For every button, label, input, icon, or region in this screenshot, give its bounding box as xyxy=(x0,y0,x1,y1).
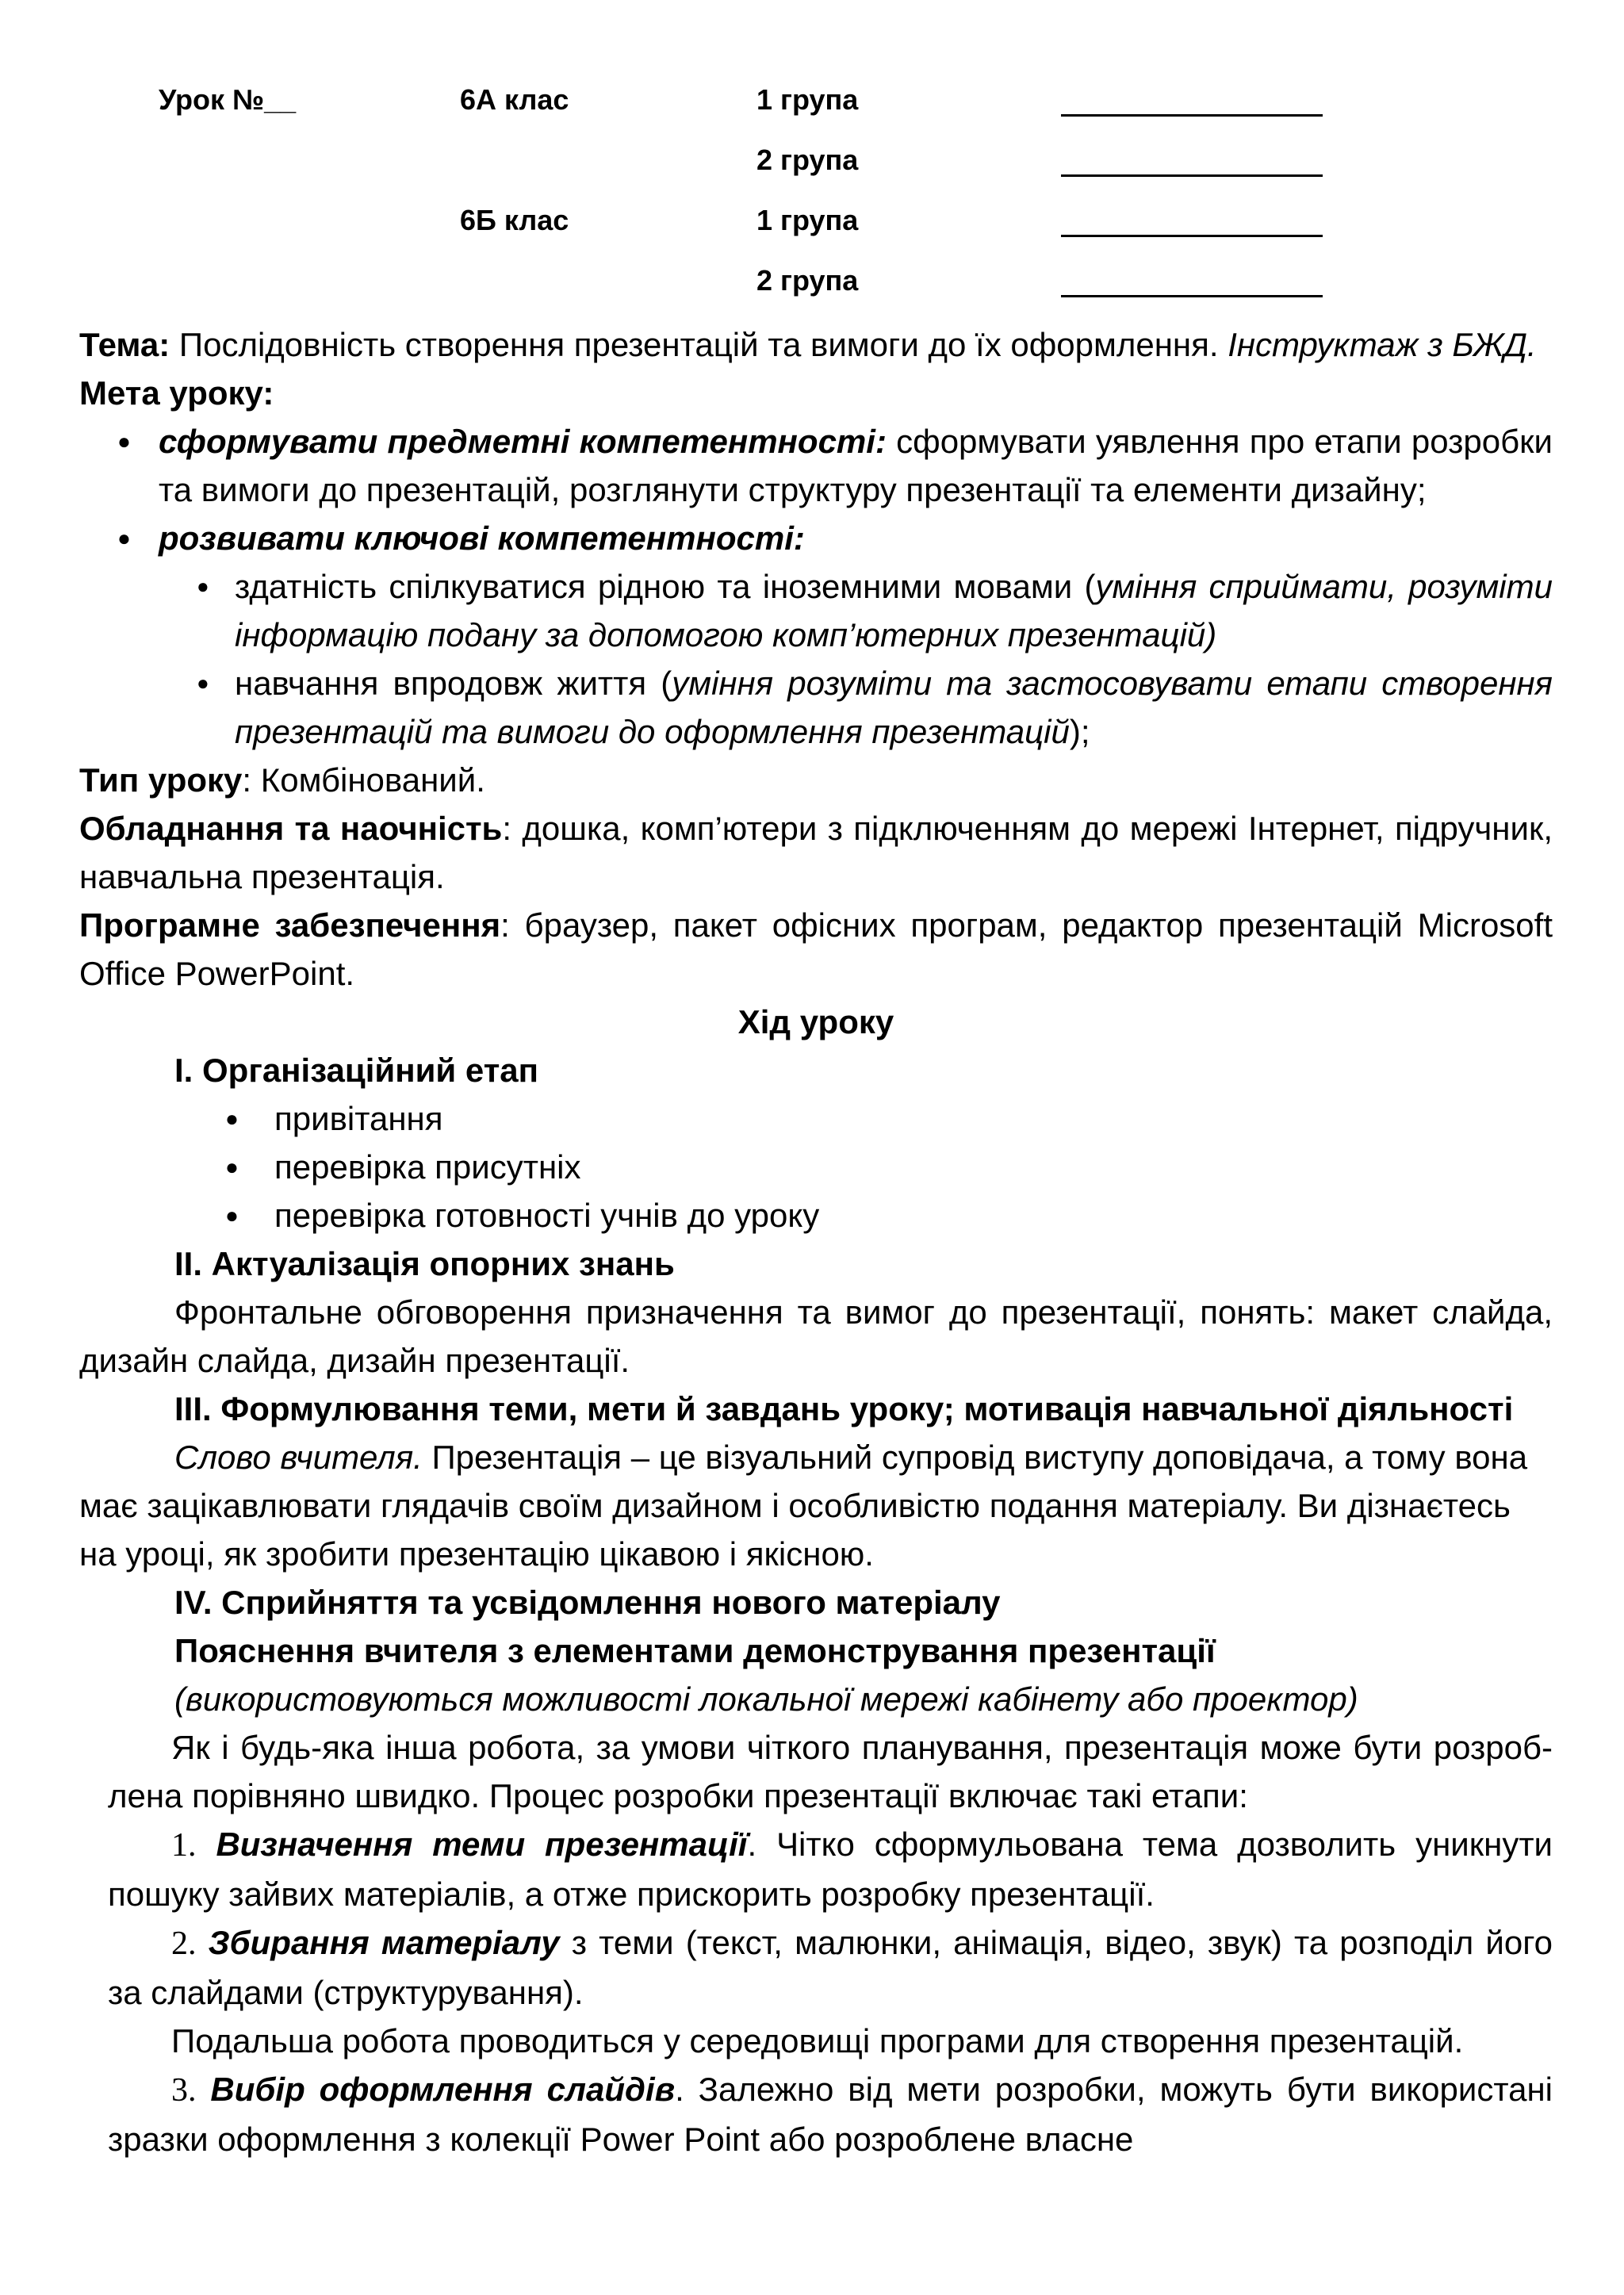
stage4-content xyxy=(79,1723,1553,2163)
goal-list xyxy=(79,417,1553,562)
blank-line xyxy=(1061,143,1323,177)
list-item: ● перевірка готовності учнів до уроку xyxy=(274,1191,1553,1239)
lesson-type-label: Тип уроку xyxy=(79,761,243,799)
list-item: ● привітання xyxy=(274,1094,1553,1143)
stage4-note: (використовуються можливості локальної мережі кабінету або проектор) xyxy=(174,1680,1358,1718)
stage4-intro: Як і будь-яка інша робота, за умови чіткого планування, презентація може бути розроб- лена порівняно швидко. Процес розробки презентації включає такі етапи: xyxy=(108,1729,1553,1814)
competence-list xyxy=(79,562,1553,756)
class-a-label: 6А клас xyxy=(460,83,569,116)
step3-number: 3. xyxy=(171,2072,197,2109)
competence2-text: навчання впродовж життя ( xyxy=(235,665,672,702)
class-a-group2: 2 група xyxy=(756,144,859,176)
list-item xyxy=(235,659,1553,756)
topic xyxy=(79,320,1553,369)
course-title: Хід уроку xyxy=(737,1003,894,1040)
list-item xyxy=(159,514,1553,562)
stage3-paragraph xyxy=(79,1433,1553,1578)
class-a-group1: 1 група xyxy=(756,83,859,116)
blank-line xyxy=(1061,82,1323,117)
stage4-title: IV. Сприйняття та усвідомлення нового матеріалу xyxy=(174,1584,1001,1621)
class-b-label: 6Б клас xyxy=(460,204,569,236)
goal-item1-bold: сформувати предметні компетентності: xyxy=(159,423,887,460)
goal-label: Мета уроку: xyxy=(79,374,274,412)
step1-text: . Чітко сформульована тема дозволить уникнути пошуку зайвих матеріалів, а отже прискорить розробку презентації. xyxy=(108,1826,1553,1913)
stage1-title: I. Організаційний етап xyxy=(174,1052,538,1089)
topic-instruction: Інструктаж з БЖД. xyxy=(1228,326,1537,363)
list-item xyxy=(159,417,1553,514)
step2-text: з теми (текст, малюнки, анімація, відео, звук) та розподіл його за слайдами (структурування). xyxy=(108,1924,1553,2011)
stage4-subtitle: Пояснення вчителя з елементами демонстрування презентації xyxy=(174,1632,1216,1669)
competence1-italic: уміння сприймати, розуміти інформацію подану за допомогою комп’ютерних презентацій) xyxy=(235,568,1553,653)
equipment-text: : дошка, комп’ютери з підключенням до мережі Інтернет, підручник, навчальна презентація. xyxy=(79,810,1553,895)
equipment xyxy=(79,804,1553,901)
topic-text: Послідовність створення презентацій та вимоги до їх оформлення. xyxy=(170,326,1228,363)
lesson-number: Урок №__ xyxy=(159,83,297,116)
stage2-title: II. Актуалізація опорних знань xyxy=(174,1245,675,1282)
step-2 xyxy=(108,1918,1553,2017)
competence1-text: здатність спілкуватися рідною та іноземними мовами ( xyxy=(235,568,1096,605)
further-work: Подальша робота проводиться у середовищі програми для створення презентацій. xyxy=(171,2022,1464,2059)
goal-item1-text: сформувати уявлення про етапи розробки та вимоги до презентацій, розглянути структуру презентації та елементи дизайну; xyxy=(159,423,1553,508)
lesson-type-text: : Комбінований. xyxy=(242,761,485,799)
list-item: ● перевірка присутніх xyxy=(274,1143,1553,1191)
blank-line xyxy=(1061,203,1323,237)
stage1-list xyxy=(79,1094,1553,1239)
stage3-italic: Слово вчителя. xyxy=(174,1439,423,1476)
goal-item2-bold: розвивати ключові компетентності: xyxy=(159,519,805,557)
step-1 xyxy=(108,1820,1553,1918)
equipment-label: Обладнання та наочність xyxy=(79,810,503,847)
class-b-group1: 1 група xyxy=(756,204,859,236)
step2-bold: Збирання матеріалу xyxy=(208,1924,560,1961)
step1-bold: Визначення теми презентації xyxy=(216,1826,748,1863)
software-label: Програмне забезпечення xyxy=(79,906,501,944)
software-text: : браузер, пакет офісних програм, редактор презентацій Microsoft Office PowerPoint. xyxy=(79,906,1553,992)
stage2-text: Фронтальне обговорення призначення та вимог до презентації, понять: макет слайда, дизайн слайда, дизайн презентації. xyxy=(79,1293,1553,1379)
document-body xyxy=(79,320,1553,2163)
step-3 xyxy=(108,2065,1553,2163)
topic-label: Тема: xyxy=(79,326,170,363)
step3-bold: Вибір оформлення слайдів xyxy=(210,2071,676,2108)
lesson-type xyxy=(79,756,1553,804)
step3-text: . Залежно від мети розробки, можуть бути використані зразки оформлення з колекції Power Point або розроблене власне xyxy=(108,2071,1553,2158)
blank-line xyxy=(1061,263,1323,297)
stage3-text: Презентація – це візуальний супровід виступу доповідача, а тому вона має зацікавлювати глядачів своїм дизайном і особливістю подання матеріалу. Ви дізнаєтесь на уроці, як зробити презентацію цікавою і якісною. xyxy=(79,1439,1528,1573)
competence2-italic: уміння розуміти та застосовувати етапи створення презентацій та вимоги до оформлення презентацій xyxy=(235,665,1553,750)
step1-number: 1. xyxy=(171,1827,197,1864)
list-item xyxy=(235,562,1553,659)
software xyxy=(79,901,1553,998)
stage3-title: III. Формулювання теми, мети й завдань уроку; мотивація навчальної діяльності xyxy=(174,1390,1514,1427)
competence2-end: ); xyxy=(1069,713,1090,750)
class-b-group2: 2 група xyxy=(756,264,859,297)
step2-number: 2. xyxy=(171,1925,197,1962)
